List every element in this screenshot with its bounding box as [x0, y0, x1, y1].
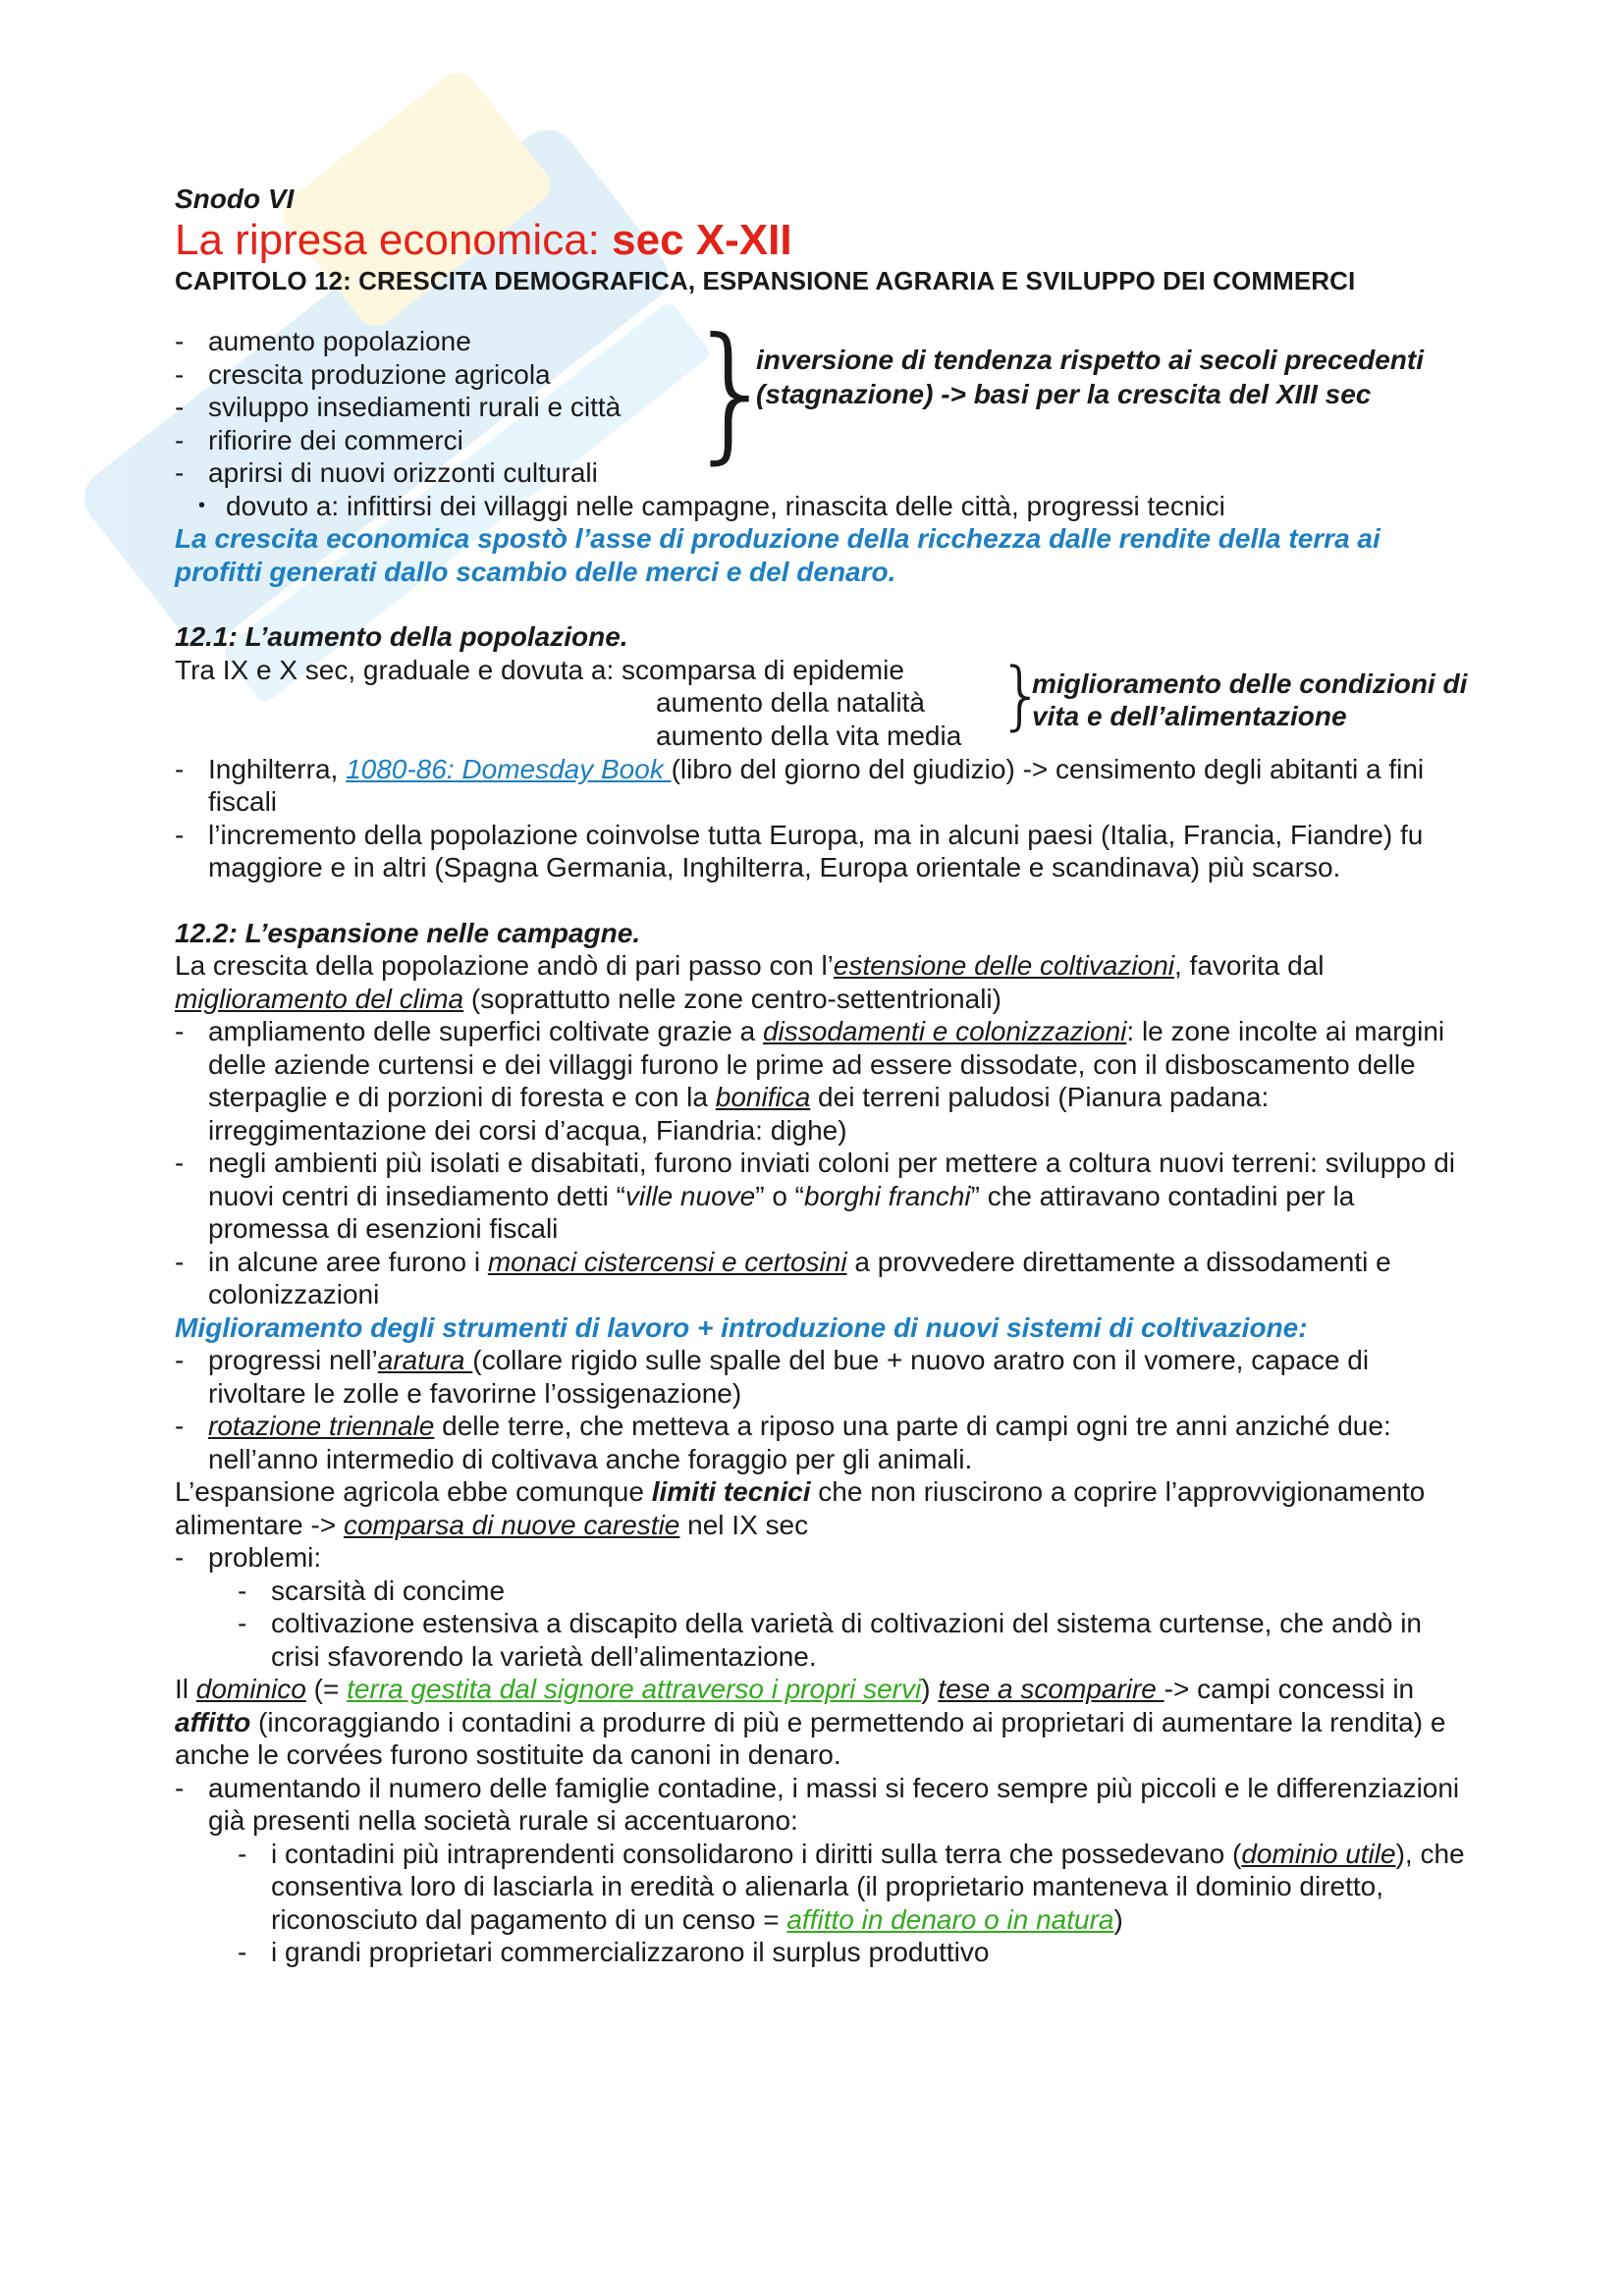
underlined-term: bonifica [715, 1082, 811, 1112]
underlined-term: rotazione triennale [208, 1411, 435, 1441]
list-item: - crescita produzione agricola [175, 358, 1471, 392]
bold-term: limiti tecnici [651, 1476, 811, 1507]
title-part-b: sec X-XII [612, 215, 792, 264]
underlined-term: miglioramento del clima [175, 983, 464, 1014]
text-span: ” o “ [755, 1180, 804, 1211]
text-span: nel IX sec [679, 1509, 809, 1540]
paragraph [175, 1475, 1471, 1541]
section-heading-12-1: 12.1: L’aumento della popolazione. [175, 621, 628, 652]
text-span: ) [1113, 1903, 1123, 1935]
text-span: L’espansione agricola ebbe comunque [175, 1476, 652, 1507]
list-item: - scarsità di concime [238, 1575, 1471, 1608]
underlined-term: dominico [195, 1674, 306, 1704]
italic-term: borghi franchi [804, 1180, 971, 1211]
list-item [175, 1541, 1471, 1673]
list-item: - sviluppo insediamenti rurali e città [175, 391, 1471, 424]
text-span: problemi: [208, 1542, 322, 1573]
highlight-text: La crescita economica spostò l’asse di produzione della ricchezza dalle rendite della terra ai profitti generati dallo scambio delle merci e del denaro. [175, 523, 1380, 587]
list-item: - coltivazione estensiva a discapito della varietà di coltivazioni del sistema curtense, che andò in crisi sfavorendo la varietà dell’alimentazione. [238, 1607, 1471, 1673]
text-span: a provvedere direttamente a dissodamenti e colonizzazioni [208, 1246, 1391, 1309]
bold-term: affitto [175, 1706, 251, 1737]
text-span: Inghilterra, [208, 753, 347, 784]
underlined-term: dominio utile [1241, 1838, 1396, 1869]
document-page [175, 183, 1471, 1969]
brace-symbol: } [685, 307, 780, 478]
text-span: -> campi concessi in [1164, 1674, 1415, 1704]
paragraph [175, 949, 1471, 1015]
text-span: aumentando il numero delle famiglie contadine, i massi si fecero sempre più piccoli e le differenziazioni già presenti nella società rurale si accentuarono: [208, 1772, 1460, 1836]
text-span: (= [305, 1674, 348, 1704]
problems-list [175, 1541, 1471, 1673]
snodo-label: Snodo VI [175, 184, 295, 214]
text-span: (libro del giorno del giudizio) -> censimento degli abitanti a fini fiscali [208, 753, 1425, 817]
list-item [175, 1246, 1471, 1311]
text-span: ), che consentiva loro di lasciarla in eredità o alienarla (il proprietario manteneva il dominio diretto, riconosciuto dal pagamento di un censo = [271, 1838, 1465, 1935]
underlined-term: dissodamenti e colonizzazioni [762, 1016, 1127, 1046]
text-span: in alcune aree furono i [208, 1246, 488, 1277]
bullet-item: • dovuto a: infittirsi dei villaggi nelle campagne, rinascita delle città, progressi tecnici [175, 490, 1471, 523]
list-item [238, 1838, 1471, 1937]
population-list [175, 753, 1471, 884]
tools-list [175, 1344, 1471, 1475]
list-item [175, 1410, 1471, 1475]
list-item: - rifiorire dei commerci [175, 424, 1471, 457]
highlight-text: Miglioramento degli strumenti di lavoro + introduzione di nuovi sistemi di coltivazione: [175, 1311, 1308, 1343]
text-span: , favorita dal [1174, 950, 1325, 981]
population-line: aumento della vita media [656, 720, 962, 751]
intro-block [175, 307, 1471, 522]
underlined-term: monaci cistercensi e certosini [487, 1246, 847, 1277]
population-line: Tra IX e X sec, graduale e dovuta a: scomparsa di epidemie [175, 654, 904, 685]
green-term: terra gestita dal signore attraverso i propri servi [347, 1674, 922, 1704]
list-item [175, 753, 1471, 819]
expansion-list [175, 1015, 1471, 1311]
text-span: La crescita della popolazione andò di pari passo con l’ [175, 950, 834, 981]
paragraph [175, 1673, 1471, 1772]
list-item: - i grandi proprietari commercializzarono il surplus produttivo [238, 1936, 1471, 1969]
list-item: - l’incremento della popolazione coinvolse tutta Europa, ma in alcuni paesi (Italia, Francia, Fiandre) fu maggiore e in altri (Spagna Germania, Inghilterra, Europa orientale e scandinava) più scarso. [175, 819, 1471, 884]
brace-note: miglioramento delle condizioni di vita e dell’alimentazione [1032, 667, 1468, 731]
text-span: che non riuscirono a coprire l’approvvigionamento alimentare -> [175, 1476, 1426, 1540]
nested-list [238, 1575, 1471, 1674]
section-heading-12-2: 12.2: L’espansione nelle campagne. [175, 917, 641, 948]
green-term: affitto in denaro o in natura [786, 1903, 1114, 1935]
population-block [175, 650, 1471, 753]
list-item [175, 1147, 1471, 1246]
text-span: i contadini più intraprendenti consolidarono i diritti sulla terra che possedevano ( [271, 1838, 1242, 1869]
underlined-term: aratura [377, 1345, 473, 1375]
nested-list [238, 1838, 1471, 1969]
list-item [175, 1015, 1471, 1147]
text-span: ) [921, 1674, 939, 1704]
text-span: delle terre, che metteva a riposo una parte di campi ogni tre anni anziché due: nell’anno intermedio di coltivava anche foraggio per gli animali. [208, 1411, 1391, 1474]
text-span: ” che attiravano contadini per la promessa di esenzioni fiscali [208, 1180, 1355, 1244]
list-item: - aprirsi di nuovi orizzonti culturali [175, 456, 1471, 490]
text-span: : le zone incolte ai margini delle aziende curtensi e dei villaggi furono le prime ad essere dissodate, con il disboscamento delle sterpaglie e di porzioni di foresta e con la [208, 1016, 1445, 1112]
list-item [175, 1772, 1471, 1969]
text-span: (collare rigido sulle spalle del bue + nuovo aratro con il vomere, capace di rivoltare le zolle e favorirne l’ossigenazione) [208, 1345, 1370, 1409]
italic-term: ville nuove [624, 1180, 756, 1211]
text-span: (incoraggiando i contadini a produrre di più e permettendo ai proprietari di aumentare la rendita) e anche le corvées furono sostituite da canoni in denaro. [175, 1706, 1446, 1770]
text-span: ampliamento delle superfici coltivate grazie a [208, 1016, 763, 1046]
underlined-term: estensione delle coltivazioni [833, 950, 1174, 981]
chapter-heading: CAPITOLO 12: CRESCITA DEMOGRAFICA, ESPANSIONE AGRARIA E SVILUPPO DEI COMMERCI [175, 265, 1356, 295]
families-list [175, 1772, 1471, 1969]
text-span: dei terreni paludosi (Pianura padana: irreggimentazione dei corsi d’acqua, Fiandria: dighe) [208, 1082, 1270, 1146]
title-part-a: La ripresa economica: [175, 215, 613, 264]
brace-symbol: } [998, 650, 1046, 738]
list-item: - aumento popolazione [175, 325, 1471, 358]
text-span: negli ambienti più isolati e disabitati, furono inviati coloni per mettere a coltura nuovi terreni: sviluppo di nuovi centri di insediamento detti “ [208, 1148, 1456, 1211]
domesday-link[interactable]: 1080-86: Domesday Book [346, 753, 672, 784]
text-span: Il [175, 1674, 196, 1704]
text-span: (soprattutto nelle zone centro-settentrionali) [463, 983, 1001, 1014]
underlined-term: tese a scomparire [938, 1674, 1164, 1704]
population-line: aumento della natalità [656, 686, 925, 718]
page-title [175, 216, 1471, 265]
underlined-term: comparsa di nuove carestie [343, 1509, 680, 1540]
brace-note: inversione di tendenza rispetto ai secoli precedenti (stagnazione) -> basi per la crescita del XIII sec [756, 345, 1424, 409]
text-span: progressi nell’ [208, 1345, 378, 1375]
list-item [175, 1344, 1471, 1410]
